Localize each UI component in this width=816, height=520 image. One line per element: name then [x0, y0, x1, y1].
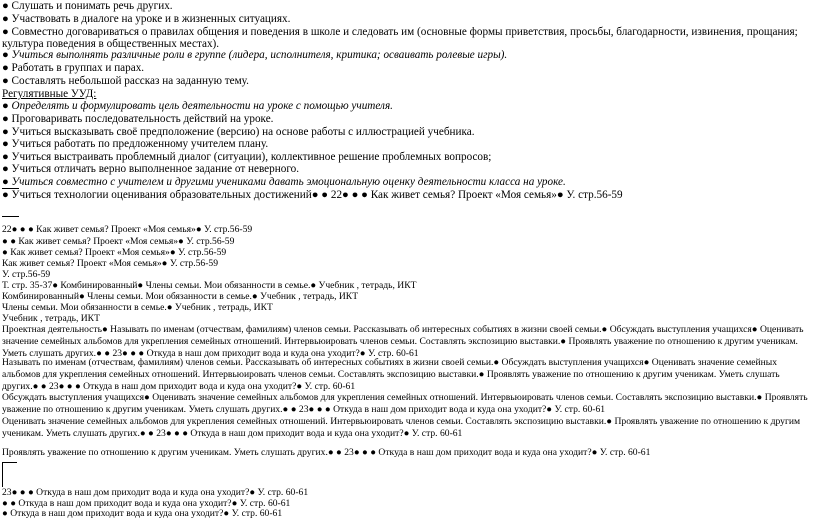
list-item: ● Слушать и понимать речь других.	[2, 0, 173, 12]
table-row: Члены семьи. Мои обязанности в семье.● Учебник , тетрадь, ИКТ	[2, 302, 273, 313]
table-row: У. стр.56-59	[2, 269, 51, 280]
list-item: ● Учиться выполнять различные роли в группе (лидера, исполнителя, критика; осваивать ролевые игры).	[2, 49, 508, 61]
table-row: 23● ● ● Откуда в наш дом приходит вода и куда она уходит?● У. стр. 60-61	[2, 487, 309, 498]
list-item: ● Учиться технологии оценивания образовательных достижений● ● 22● ● ● Как живет семья? Проект «Моя семья»● У. стр.56-59	[2, 189, 623, 201]
list-item: ● Составлять небольшой рассказ на заданную тему.	[2, 75, 249, 87]
table-row: Учебник , тетрадь, ИКТ	[2, 313, 100, 324]
table-row: Проявлять уважение по отношению к другим ученикам. Уметь слушать других.● ● 23● ● ● Откуда в наш дом приходит вода и куда она уходит?● У. стр. 60-61	[2, 447, 651, 458]
list-item: ● Учиться высказывать своё предположение (версию) на основе работы с иллюстрацией учебника.	[2, 126, 475, 138]
table-row: ● Откуда в наш дом приходит вода и куда она уходит?● У. стр. 60-61	[2, 508, 283, 519]
table-row: Называть по именам (отчествам, фамилиям) членов семьи. Рассказывать об интересных событиях в жизни своей семьи.● Обсуждать выступления учащихся● Оценивать значение семейных альбомов для укрепления семейных отношений. Интервьюировать членов семьи. Составлять экспозицию выставки.● Проявлять уважение по отношению к другим ученикам. Уметь слушать других.● ● 23● ● ● Откуда в наш дом приходит вода и куда она уходит?● У. стр. 60-61	[2, 357, 780, 392]
table-row: Т. стр. 35-37● Комбинированный● Члены семьи. Мои обязанности в семье.● Учебник , тетрадь, ИКТ	[2, 280, 417, 291]
list-item: ● Проговаривать последовательность действий на уроке.	[2, 113, 274, 125]
list-item: ● Участвовать в диалоге на уроке и в жизненных ситуациях.	[2, 13, 291, 25]
table-row: ● ● Как живет семья? Проект «Моя семья»● У. стр.56-59	[2, 236, 235, 247]
list-item: ● Учиться совместно с учителем и другими учениками давать эмоциональную оценку деятельности класса на уроке.	[2, 176, 566, 188]
divider	[2, 216, 19, 217]
section-heading: Регулятивные УУД:	[2, 88, 97, 100]
list-item: ● Учиться отличать верно выполненное задание от неверного.	[2, 163, 300, 175]
table-row: Обсуждать выступления учащихся● Оценивать значение семейных альбомов для укрепления семейных отношений. Интервьюировать членов семьи. Составлять экспозицию выставки.● Проявлять уважение по отношению к другим ученикам. Уметь слушать других.● ● 23● ● ● Откуда в наш дом приходит вода и куда она уходит?● У. стр. 60-61	[2, 392, 808, 415]
table-cell-border	[2, 462, 17, 487]
list-item: ● Совместно договариваться о правилах общения и поведения в школе и следовать им (основные формы приветствия, просьбы, благодарности, извинения, прощания; культура поведения в общественных местах).	[2, 26, 798, 50]
list-item: ● Учиться выстраивать проблемный диалог (ситуации), коллективное решение проблемных вопросов;	[2, 151, 492, 163]
table-row: ● Как живет семья? Проект «Моя семья»● У. стр.56-59	[2, 247, 227, 258]
table-row: Как живет семья? Проект «Моя семья»● У. стр.56-59	[2, 258, 219, 269]
table-row: Проектная деятельность● Называть по именам (отчествам, фамилиям) членов семьи. Рассказывать об интересных событиях в жизни своей семьи.● Обсуждать выступления учащихся● Оценивать значение семейных альбомов для укрепления семейных отношений. Интервьюировать членов семьи. Составлять экспозицию выставки.● Проявлять уважение по отношению к другим ученикам. Уметь слушать других.● ● 23● ● ● Откуда в наш дом приходит вода и куда она уходит?● У. стр. 60-61	[2, 324, 804, 359]
table-row: 22● ● ● Как живет семья? Проект «Моя семья»● У. стр.56-59	[2, 224, 253, 235]
table-row: ● ● Откуда в наш дом приходит вода и куда она уходит?● У. стр. 60-61	[2, 498, 291, 509]
list-item: ● Работать в группах и парах.	[2, 62, 145, 74]
list-item: ● Определять и формулировать цель деятельности на уроке с помощью учителя.	[2, 100, 393, 112]
list-item: ● Учиться работать по предложенному учителем плану.	[2, 138, 269, 150]
table-row: Комбинированный● Члены семьи. Мои обязанности в семье.● Учебник , тетрадь, ИКТ	[2, 291, 359, 302]
table-row: Оценивать значение семейных альбомов для укрепления семейных отношений. Интервьюировать членов семьи. Составлять экспозицию выставки.● Проявлять уважение по отношению к другим ученикам. Уметь слушать других.● ● 23● ● ● Откуда в наш дом приходит вода и куда она уходит?● У. стр. 60-61	[2, 416, 801, 439]
